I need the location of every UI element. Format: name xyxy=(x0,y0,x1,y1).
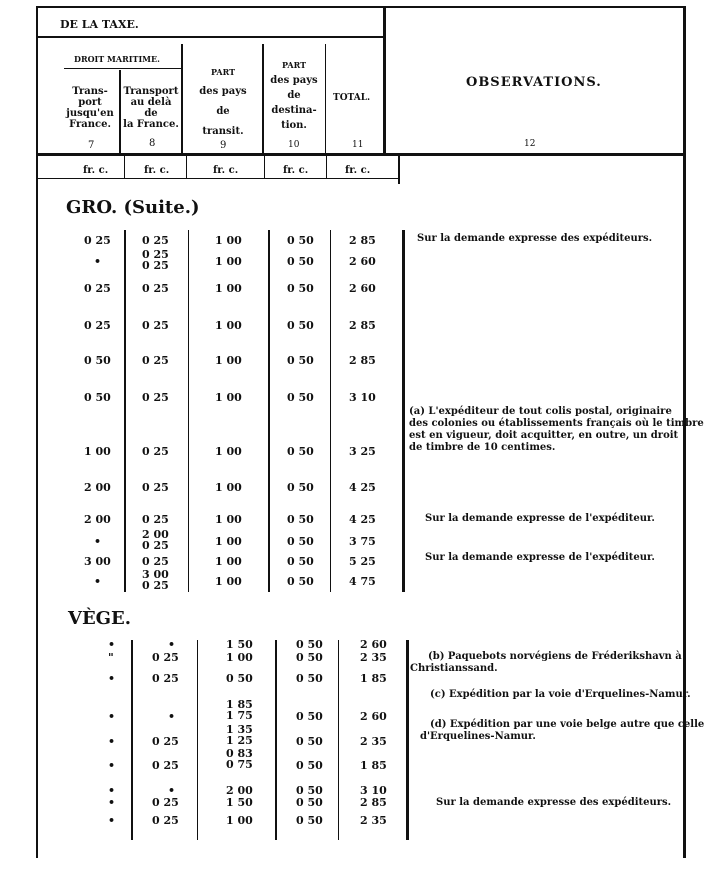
vege-cell-total: 3 10 xyxy=(360,784,387,797)
observation-6: (c) Expédition par la voie d'Erquelines-Namur. xyxy=(430,689,691,700)
vege-cell-total: 2 35 xyxy=(360,814,387,827)
vege-cell-destination: 0 50 xyxy=(296,796,323,809)
top-border xyxy=(36,6,686,8)
gro-cell-transport-beyond: 0 25 xyxy=(142,579,169,592)
gro-cell-transport-beyond: 2 00 xyxy=(142,528,169,541)
gro-cell-transport-beyond: 0 25 xyxy=(142,319,169,332)
gro-cell-transport-beyond: 0 25 xyxy=(142,555,169,568)
header-bottom-rule xyxy=(38,153,684,156)
gro-cell-destination: 0 50 xyxy=(287,575,314,588)
gro-cell-transport-beyond: 0 25 xyxy=(142,481,169,494)
vege-cell-transit: 0 75 xyxy=(226,758,253,771)
gro-cell-transport-beyond: 0 25 xyxy=(142,259,169,272)
col9-number: 9 xyxy=(220,140,227,151)
vege-cell-transport-france: " xyxy=(108,651,114,664)
gro-cell-transport-beyond: 0 25 xyxy=(142,248,169,261)
col8-header: Transport au delà de la France. xyxy=(123,86,179,130)
gro-cell-transit: 1 00 xyxy=(215,354,242,367)
unit-9: fr. c. xyxy=(213,165,239,176)
col9-header: PART des pays de transit. xyxy=(199,67,247,137)
gro-cell-total: 2 85 xyxy=(349,234,376,247)
vege-cell-transport-france: • xyxy=(108,759,116,772)
vege-cell-transport-france: • xyxy=(108,784,116,797)
gro-cell-transport-france: 0 25 xyxy=(84,282,111,295)
units-sep-1 xyxy=(124,156,125,178)
gro-cell-transit: 1 00 xyxy=(215,319,242,332)
observation-2: (a) L'expéditeur de tout colis postal, originaire des colonies ou établissements français où le timbre est en vigueur, doit acquitter, en outre, un droit de timbre de 10 centimes. xyxy=(409,406,704,453)
units-bottom-rule xyxy=(38,178,400,179)
vege-cell-transport-france: • xyxy=(108,814,116,827)
gro-cell-destination: 0 50 xyxy=(287,445,314,458)
vege-cell-transport-beyond: • xyxy=(168,710,176,723)
gro-cell-total: 2 85 xyxy=(349,354,376,367)
vege-cell-total: 2 85 xyxy=(360,796,387,809)
vege-cell-destination: 0 50 xyxy=(296,814,323,827)
col10-number: 10 xyxy=(288,140,300,150)
gro-cell-transport-france: • xyxy=(94,575,102,588)
droit-maritime-label: DROIT MARITIME. xyxy=(74,54,160,64)
gro-cell-total: 4 75 xyxy=(349,575,376,588)
gro-cell-transport-france: 2 00 xyxy=(84,513,111,526)
observation-1: Sur la demande expresse des expéditeurs. xyxy=(417,233,653,244)
obs-col-left xyxy=(398,154,400,184)
gro-sep-4 xyxy=(330,230,331,592)
gro-cell-transport-france: • xyxy=(94,535,102,548)
gro-cell-total: 4 25 xyxy=(349,513,376,526)
gro-sep-3 xyxy=(268,230,270,592)
vege-cell-transport-france: • xyxy=(108,710,116,723)
units-sep-3 xyxy=(264,156,265,178)
gro-cell-transit: 1 00 xyxy=(215,555,242,568)
vege-sep-2 xyxy=(197,640,198,840)
vege-cell-transport-beyond: • xyxy=(168,638,176,651)
vege-cell-transport-beyond: 0 25 xyxy=(152,651,179,664)
gro-cell-total: 3 10 xyxy=(349,391,376,404)
vege-cell-transport-france: • xyxy=(108,796,116,809)
vege-cell-destination: 0 50 xyxy=(296,672,323,685)
vege-cell-destination: 0 50 xyxy=(296,759,323,772)
vege-cell-total: 1 85 xyxy=(360,672,387,685)
gro-cell-destination: 0 50 xyxy=(287,282,314,295)
gro-cell-total: 3 75 xyxy=(349,535,376,548)
gro-cell-transit: 1 00 xyxy=(215,255,242,268)
gro-cell-transport-beyond: 0 25 xyxy=(142,445,169,458)
left-border xyxy=(36,6,38,858)
vege-cell-destination: 0 50 xyxy=(296,638,323,651)
vege-cell-total: 2 35 xyxy=(360,735,387,748)
gro-cell-destination: 0 50 xyxy=(287,555,314,568)
section-title-vege: VÈGE. xyxy=(68,608,132,629)
gro-cell-transit: 1 00 xyxy=(215,445,242,458)
vege-sep-4 xyxy=(338,640,339,840)
vege-cell-transport-france: • xyxy=(108,638,116,651)
header-divider-obs xyxy=(383,6,386,154)
gro-cell-transport-france: • xyxy=(94,255,102,268)
unit-11: fr. c. xyxy=(345,165,371,176)
vege-cell-transit: 1 50 xyxy=(226,796,253,809)
gro-cell-transport-france: 3 00 xyxy=(84,555,111,568)
gro-cell-total: 5 25 xyxy=(349,555,376,568)
gro-cell-transit: 1 00 xyxy=(215,513,242,526)
vege-cell-transport-france: • xyxy=(108,672,116,685)
gro-cell-total: 3 25 xyxy=(349,445,376,458)
gro-cell-transit: 1 00 xyxy=(215,575,242,588)
gro-cell-transit: 1 00 xyxy=(215,282,242,295)
header-title: DE LA TAXE. xyxy=(60,18,139,31)
col10-header: PART des pays de destina- tion. xyxy=(270,60,318,131)
gro-cell-destination: 0 50 xyxy=(287,535,314,548)
gro-cell-transport-beyond: 0 25 xyxy=(142,539,169,552)
section-title-gro: GRO. (Suite.) xyxy=(66,197,200,218)
col12-number: 12 xyxy=(524,139,536,149)
gro-cell-destination: 0 50 xyxy=(287,354,314,367)
col8-number: 8 xyxy=(149,138,156,149)
gro-cell-transport-beyond: 0 25 xyxy=(142,513,169,526)
gro-sep-1 xyxy=(124,230,126,592)
gro-cell-destination: 0 50 xyxy=(287,234,314,247)
gro-cell-transport-france: 2 00 xyxy=(84,481,111,494)
vege-cell-transport-beyond: 0 25 xyxy=(152,672,179,685)
gro-cell-transport-france: 0 50 xyxy=(84,354,111,367)
vege-cell-destination: 0 50 xyxy=(296,784,323,797)
col7-number: 7 xyxy=(88,140,95,151)
units-sep-4 xyxy=(326,156,327,178)
gro-cell-total: 2 60 xyxy=(349,282,376,295)
gro-cell-destination: 0 50 xyxy=(287,319,314,332)
vege-cell-transport-beyond: 0 25 xyxy=(152,796,179,809)
unit-10: fr. c. xyxy=(283,165,309,176)
gro-cell-destination: 0 50 xyxy=(287,255,314,268)
vege-cell-transit: 1 75 xyxy=(226,709,253,722)
gro-sep-5 xyxy=(402,230,405,592)
vege-cell-destination: 0 50 xyxy=(296,710,323,723)
unit-7: fr. c. xyxy=(83,165,109,176)
gro-cell-transport-beyond: 0 25 xyxy=(142,282,169,295)
gro-cell-transport-beyond: 0 25 xyxy=(142,234,169,247)
gro-cell-transport-france: 0 50 xyxy=(84,391,111,404)
observation-5: (b) Paquebots norvégiens de Fréderikshavn à Christianssand. xyxy=(410,651,682,674)
col11-number: 11 xyxy=(352,140,364,150)
vege-cell-transit: 1 35 xyxy=(226,723,253,736)
vege-cell-transit: 0 50 xyxy=(226,672,253,685)
gro-cell-transport-beyond: 0 25 xyxy=(142,391,169,404)
gro-sep-2 xyxy=(188,230,189,592)
vege-sep-5 xyxy=(406,640,409,840)
vege-cell-transport-france: • xyxy=(108,735,116,748)
vege-sep-3 xyxy=(275,640,277,840)
droit-maritime-rule xyxy=(64,68,182,69)
observation-3: Sur la demande expresse de l'expéditeur. xyxy=(425,513,655,524)
vege-cell-transport-beyond: 0 25 xyxy=(152,814,179,827)
vege-cell-transport-beyond: 0 25 xyxy=(152,759,179,772)
observation-8: Sur la demande expresse des expéditeurs. xyxy=(436,797,672,808)
gro-cell-destination: 0 50 xyxy=(287,513,314,526)
vege-cell-destination: 0 50 xyxy=(296,735,323,748)
units-sep-2 xyxy=(186,156,187,178)
vege-cell-transit: 1 00 xyxy=(226,814,253,827)
observation-4: Sur la demande expresse de l'expéditeur. xyxy=(425,552,655,563)
gro-cell-transport-france: 1 00 xyxy=(84,445,111,458)
hdr-sep-10-11 xyxy=(325,44,326,154)
gro-cell-transit: 1 00 xyxy=(215,481,242,494)
vege-cell-total: 1 85 xyxy=(360,759,387,772)
vege-cell-total: 2 60 xyxy=(360,638,387,651)
vege-cell-total: 2 35 xyxy=(360,651,387,664)
gro-cell-transit: 1 00 xyxy=(215,391,242,404)
vege-cell-transit: 1 00 xyxy=(226,651,253,664)
gro-cell-transport-beyond: 3 00 xyxy=(142,568,169,581)
gro-cell-transport-france: 0 25 xyxy=(84,234,111,247)
vege-cell-transit: 2 00 xyxy=(226,784,253,797)
gro-cell-total: 2 60 xyxy=(349,255,376,268)
gro-cell-transport-beyond: 0 25 xyxy=(142,354,169,367)
gro-cell-transit: 1 00 xyxy=(215,535,242,548)
vege-cell-destination: 0 50 xyxy=(296,651,323,664)
vege-cell-transport-beyond: • xyxy=(168,784,176,797)
vege-cell-total: 2 60 xyxy=(360,710,387,723)
vege-cell-transit: 1 25 xyxy=(226,734,253,747)
gro-cell-total: 4 25 xyxy=(349,481,376,494)
unit-8: fr. c. xyxy=(144,165,170,176)
col11-header: TOTAL. xyxy=(333,93,371,103)
col12-header: OBSERVATIONS. xyxy=(466,75,602,90)
gro-cell-transport-france: 0 25 xyxy=(84,319,111,332)
gro-cell-destination: 0 50 xyxy=(287,481,314,494)
col7-header: Trans- port jusqu'en France. xyxy=(66,86,114,130)
vege-sep-1 xyxy=(131,640,133,840)
vege-cell-transit: 1 50 xyxy=(226,638,253,651)
vege-cell-transport-beyond: 0 25 xyxy=(152,735,179,748)
vege-cell-transit: 1 85 xyxy=(226,698,253,711)
observation-7: (d) Expédition par une voie belge autre que celle d'Erquelines-Namur. xyxy=(420,719,705,742)
gro-cell-destination: 0 50 xyxy=(287,391,314,404)
header-title-rule xyxy=(38,36,384,38)
gro-cell-transit: 1 00 xyxy=(215,234,242,247)
vege-cell-transit: 0 83 xyxy=(226,747,253,760)
gro-cell-total: 2 85 xyxy=(349,319,376,332)
